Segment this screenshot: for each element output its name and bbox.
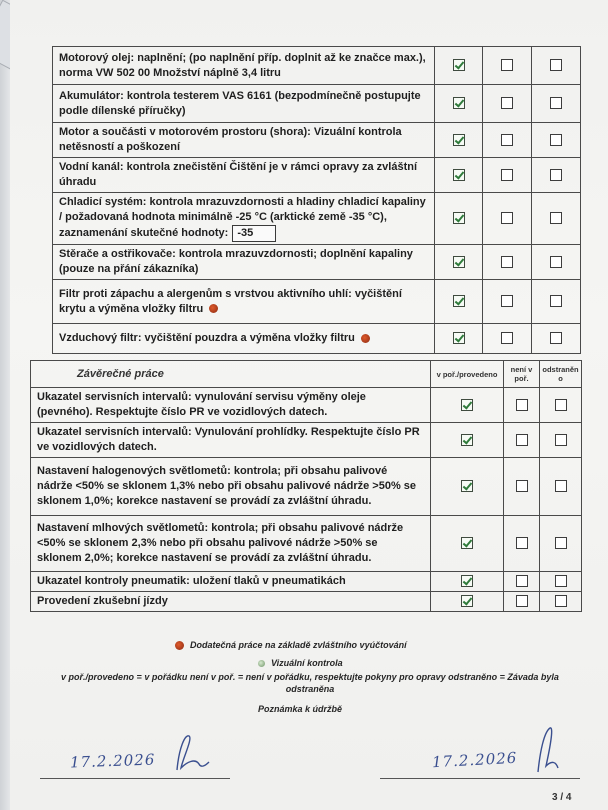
checkbox-fixed-cell [540,423,582,458]
task-text: Vzduchový filtr: vyčištění pouzdra a výměna vložky filtru [59,332,355,344]
checkbox-fixed-cell [540,592,582,612]
checkbox-ok[interactable] [453,169,465,181]
checkbox-not-ok[interactable] [516,575,528,587]
task-description [53,158,435,193]
checkbox-ok[interactable] [453,59,465,71]
checkbox-not-ok-cell [504,388,540,423]
checkbox-fixed[interactable] [550,212,562,224]
table2-row [31,423,582,458]
checkbox-fixed[interactable] [550,256,562,268]
checkbox-ok[interactable] [453,256,465,268]
checkbox-not-ok-cell [483,158,532,193]
checkbox-ok[interactable] [453,134,465,146]
checkbox-fixed-cell [532,123,581,158]
task-description [53,85,435,123]
checkbox-ok[interactable] [453,97,465,109]
checkbox-not-ok[interactable] [516,480,528,492]
signature-scribble-right [528,722,568,778]
task-text: Ukazatel servisních intervalů: Vynulování prohlídky. Respektujte číslo PR ve vozidlových datech. [37,426,420,453]
checkbox-fixed[interactable] [555,575,567,587]
page-number: 3 / 4 [552,792,572,803]
table1-row [53,280,581,324]
checkbox-not-ok-cell [483,85,532,123]
checkbox-not-ok-cell [504,592,540,612]
checkbox-fixed[interactable] [550,169,562,181]
checkbox-ok-cell [431,572,504,592]
checkbox-fixed[interactable] [555,399,567,411]
checkbox-ok[interactable] [461,595,473,607]
checkbox-not-ok[interactable] [501,59,513,71]
table2-row [31,592,582,612]
checkbox-fixed[interactable] [550,332,562,344]
final-work-table [30,360,582,612]
checkbox-not-ok-cell [483,47,532,85]
left-background-strip [0,0,10,810]
table2-row [31,388,582,423]
table2-row [31,572,582,592]
checkbox-fixed[interactable] [550,295,562,307]
checkbox-not-ok[interactable] [501,212,513,224]
checkbox-not-ok-cell [483,324,532,354]
checkbox-ok-cell [435,85,483,123]
visual-check-marker-icon [258,660,265,667]
measured-value-box: -35 [232,225,276,242]
checkbox-fixed-cell [540,388,582,423]
checkbox-ok[interactable] [453,212,465,224]
checkbox-not-ok[interactable] [516,399,528,411]
task-description [31,572,431,592]
checkbox-fixed-cell [532,158,581,193]
checkbox-fixed[interactable] [550,97,562,109]
task-text: Nastavení mlhových světlometů: kontrola; při obsahu palivové nádrže <50% se sklonem 2,3% nebo při obsahu palivové nádrže >50% se sklonem 2,0%; korekce nastavení se provádí za zvláštní úhradu. [37,522,404,564]
task-description [53,123,435,158]
checkbox-not-ok[interactable] [501,256,513,268]
legend-extra-work [175,640,505,650]
checkbox-ok-cell [435,158,483,193]
checkbox-ok-cell [431,592,504,612]
checkbox-fixed-cell [532,280,581,324]
checkbox-fixed[interactable] [550,59,562,71]
checkbox-fixed-cell [532,324,581,354]
task-text: Motorový olej: naplnění; (po naplnění příp. doplnit až ke značce max.), norma VW 502 00 Množství náplně 3,4 litru [59,51,426,79]
checkbox-ok-cell [431,458,504,516]
col-label-ok: v poř./provedeno [431,361,504,388]
checkbox-ok-cell [431,516,504,572]
signature-date-right: 17.2.2026 [431,748,518,772]
final-work-title: Závěrečné práce [31,361,431,388]
task-description [31,423,431,458]
checkbox-not-ok[interactable] [501,332,513,344]
task-text: Ukazatel kontroly pneumatik: uložení tlaků v pneumatikách [37,575,346,587]
checkbox-ok[interactable] [461,537,473,549]
table1-row [53,193,581,245]
inspection-table [52,46,581,354]
checkbox-ok[interactable] [461,434,473,446]
task-text: Akumulátor: kontrola testerem VAS 6161 (bezpodmínečně postupujte podle dílenské příručky) [59,89,421,117]
checkbox-not-ok-cell [483,280,532,324]
checkbox-not-ok[interactable] [501,295,513,307]
checkbox-not-ok[interactable] [501,169,513,181]
extra-work-marker-icon [361,334,370,343]
legend-explanation: v poř./provedeno = v pořádku není v poř. = není v pořádku, respektujte pokyny pro opravy odstraněno = Závada byla odstraněna [61,672,559,694]
task-text: Nastavení halogenových světlometů: kontrola; při obsahu palivové nádrže <50% se sklonem 1,3% nebo při obsahu palivové nádrže >50% se sklonem 1,0%; korekce nastavení se provádí za zvláštní úhradu. [37,465,417,507]
checkbox-fixed-cell [540,572,582,592]
signature-scribble-left [165,728,215,778]
task-text: Provedení zkušební jízdy [37,595,168,607]
extra-work-marker-icon [175,641,184,650]
table2-row [31,516,582,572]
table2-row [31,458,582,516]
maintenance-note-label: Poznámka k údržbě [257,704,343,714]
checkbox-fixed[interactable] [555,480,567,492]
checkbox-ok-cell [431,423,504,458]
task-text: Vodní kanál: kontrola znečistění Čištění je v rámci opravy za zvláštní úhradu [59,161,418,188]
extra-work-marker-icon [209,304,218,313]
checkbox-not-ok-cell [504,516,540,572]
checkbox-fixed-cell [532,193,581,245]
final-work-header-row [31,361,582,388]
task-description [31,516,431,572]
task-description [31,458,431,516]
legend-visual-check [258,658,418,668]
checkbox-ok[interactable] [453,332,465,344]
checkbox-not-ok-cell [483,123,532,158]
checkbox-not-ok[interactable] [501,134,513,146]
checkbox-fixed-cell [532,47,581,85]
checkbox-fixed-cell [532,245,581,280]
col-label-not-ok: není v poř. [504,361,540,388]
checkbox-fixed[interactable] [555,595,567,607]
checkbox-ok[interactable] [461,480,473,492]
legend-extra-work-text: Dodatečná práce na základě zvláštního vyúčtování [190,640,407,650]
checkbox-fixed[interactable] [555,537,567,549]
checkbox-ok[interactable] [461,575,473,587]
table1-row [53,245,581,280]
checkbox-not-ok-cell [483,245,532,280]
checkbox-ok-cell [435,280,483,324]
signature-line-left [40,778,230,779]
checkbox-ok-cell [435,245,483,280]
task-text: Stěrače a ostřikovače: kontrola mrazuvzdornosti; doplnění kapaliny (pouze na přání zákazníka) [59,248,413,275]
task-description [53,47,435,85]
checkbox-not-ok-cell [483,193,532,245]
checkbox-ok[interactable] [461,399,473,411]
table1-row [53,324,581,354]
checkbox-ok-cell [435,123,483,158]
task-description [31,592,431,612]
task-text: Motor a součásti v motorovém prostoru (shora): Vizuální kontrola netěsností a poškození [59,126,402,153]
checkbox-not-ok[interactable] [516,537,528,549]
task-text: Filtr proti zápachu a alergenům s vrstvou aktivního uhlí: vyčištění krytu a výměna vložky filtru [59,287,402,315]
task-description [31,388,431,423]
checkbox-fixed-cell [532,85,581,123]
table1-row [53,47,581,85]
checkbox-fixed-cell [540,458,582,516]
checkbox-not-ok[interactable] [516,434,528,446]
signature-date-left: 17.2.2026 [69,750,156,772]
checkbox-ok-cell [435,324,483,354]
table1-row [53,123,581,158]
task-description [53,324,435,354]
checkbox-fixed[interactable] [555,434,567,446]
checkbox-ok-cell [435,47,483,85]
checkbox-fixed[interactable] [550,134,562,146]
checkbox-not-ok[interactable] [516,595,528,607]
task-text: Chladicí systém: kontrola mrazuvzdornosti a hladiny chladicí kapaliny / požadovaná hodnota minimálně -25 °C (arktické země -35 °C), zaznamenání skutečné hodnoty: [59,196,426,239]
checkbox-not-ok-cell [504,458,540,516]
table1-row [53,85,581,123]
checkbox-not-ok-cell [504,423,540,458]
table1-row [53,158,581,193]
task-description [53,245,435,280]
checkbox-fixed-cell [540,516,582,572]
legend-visual-check-text: Vizuální kontrola [271,658,343,668]
signature-line-right [380,778,580,779]
checkbox-not-ok-cell [504,572,540,592]
checkbox-ok-cell [431,388,504,423]
task-text: Ukazatel servisních intervalů: vynulování servisu výměny oleje (pevného). Respektujte číslo PR ve vozidlových datech. [37,391,366,418]
checkbox-not-ok[interactable] [501,97,513,109]
task-description [53,280,435,324]
col-label-fixed: odstraněn o [540,361,582,388]
checkbox-ok-cell [435,193,483,245]
task-description [53,193,435,245]
checkbox-ok[interactable] [453,295,465,307]
